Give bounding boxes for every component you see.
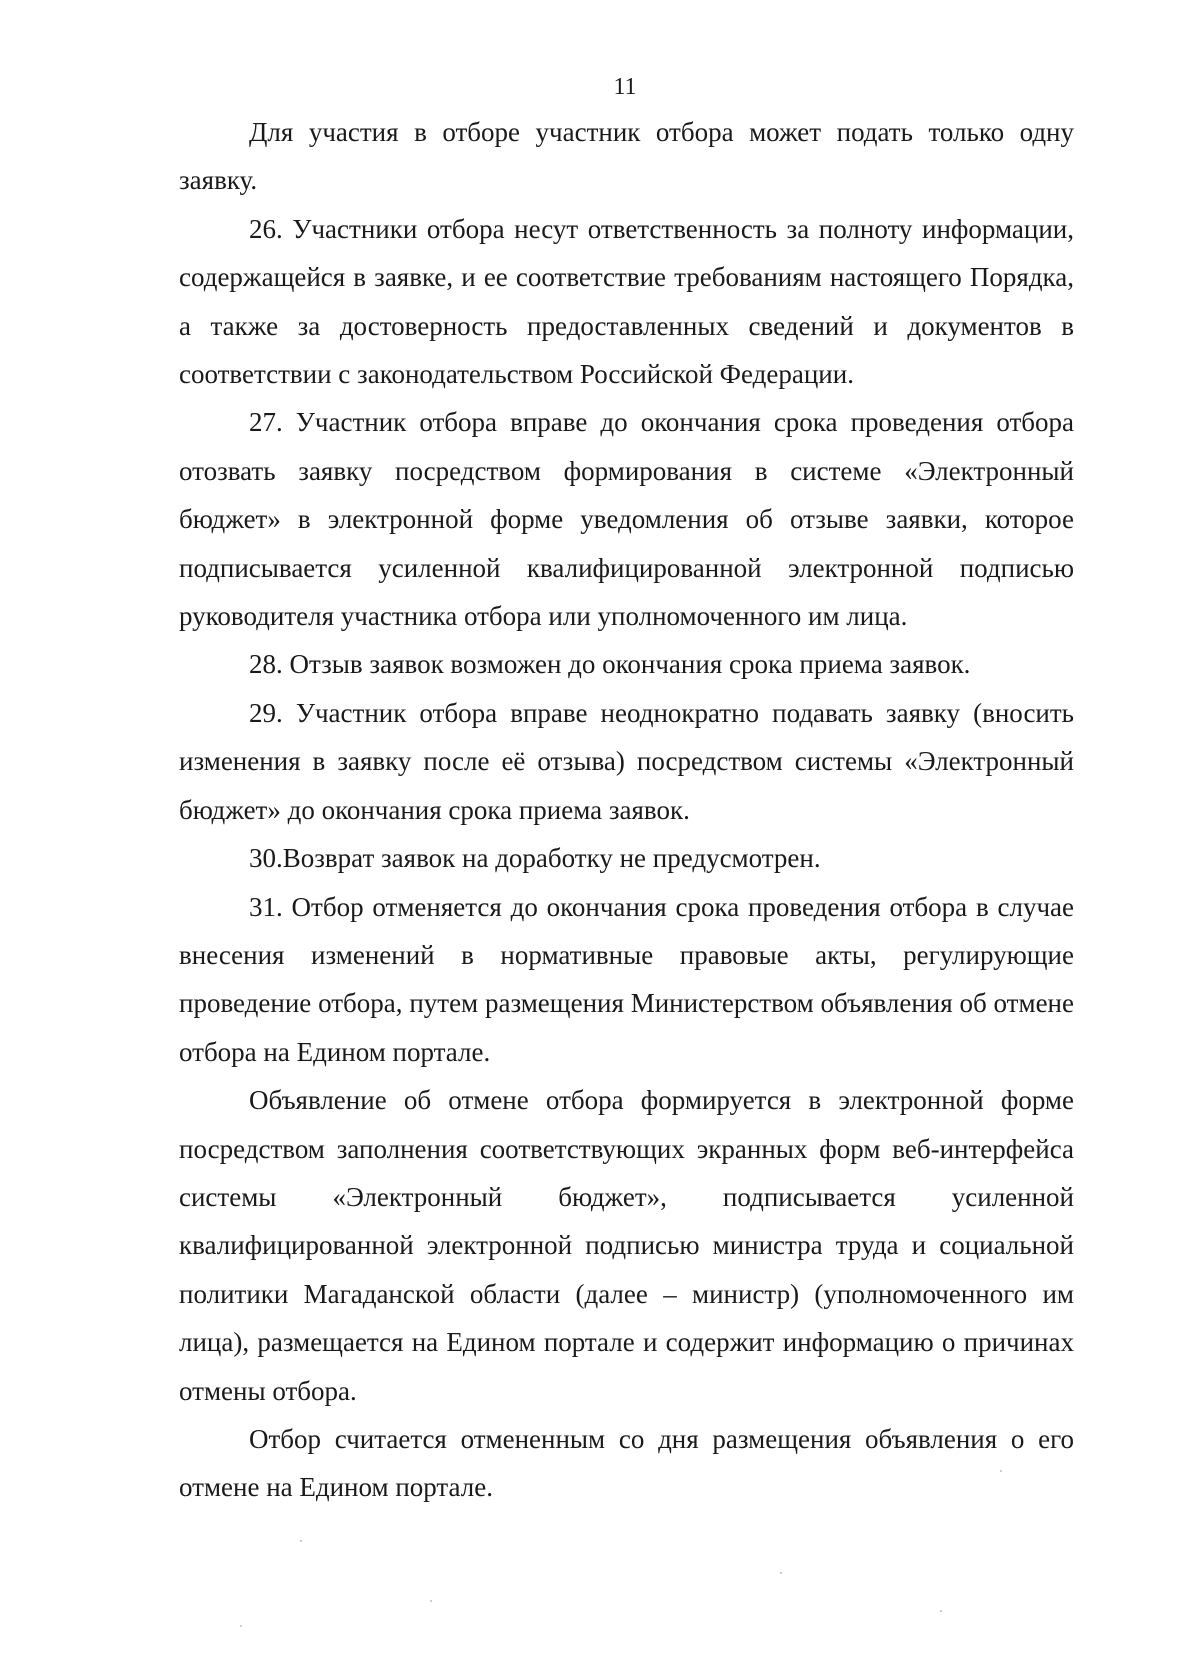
paragraph-30: 30.Возврат заявок на доработку не предусмотрен. (249, 843, 821, 874)
document-body (179, 108, 1074, 1512)
paragraph-26: 26. Участники отбора несут ответственность за полноту информации, содержащейся в заявке, и ее соответствие требованиям настоящего Порядка, а также за достоверность предоставленных сведений и документов в соответствии с законодательством Российской Федерации. (179, 213, 1074, 390)
paragraph-29: 29. Участник отбора вправе неоднократно подавать заявку (вносить изменения в заявку после её отзыва) посредством системы «Электронный бюджет» до окончания срока приема заявок. (179, 697, 1074, 825)
scan-speck (940, 1610, 942, 1612)
paragraph-27: 27. Участник отбора вправе до окончания срока проведения отбора отозвать заявку посредством формирования в системе «Электронный бюджет» в электронной форме уведомления об отзыве заявки, которое подписывается усиленной квалифицированной электронной подписью руководителя участника отбора или уполномоченного им лица. (179, 407, 1074, 632)
paragraph-announcement: Объявление об отмене отбора формируется в электронной форме посредством заполнения соответствующих экранных форм веб-интерфейса системы «Электронный бюджет», подписывается усиленной квалифицированной электронной подписью министра труда и социальной политики Магаданской области (далее – министр) (уполномоченного им лица), размещается на Едином портале и содержит информацию о причинах отмены отбора. (179, 1085, 1074, 1406)
paragraph-31: 31. Отбор отменяется до окончания срока проведения отбора в случае внесения изменений в нормативные правовые акты, регулирующие проведение отбора, путем размещения Министерством объявления об отмене отбора на Едином портале. (179, 891, 1074, 1067)
page-number: 11 (613, 74, 637, 100)
paragraph-intro: Для участия в отборе участник отбора может подать только одну заявку. (179, 117, 1074, 196)
scan-speck (430, 1600, 432, 1602)
scan-speck (240, 1625, 242, 1627)
paragraph-28: 28. Отзыв заявок возможен до окончания срока приема заявок. (249, 649, 971, 680)
scan-speck (780, 1572, 782, 1574)
paragraph-cancellation: Отбор считается отмененным со дня размещения объявления о его отмене на Едином портале. (179, 1423, 1074, 1503)
scan-speck (1000, 1470, 1002, 1472)
scan-speck (300, 1540, 302, 1542)
